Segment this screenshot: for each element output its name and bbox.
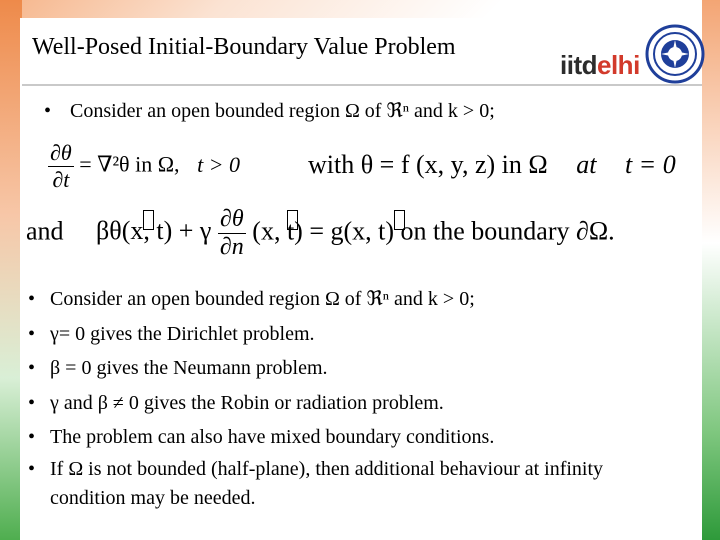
initial-condition-at: at [576, 150, 597, 179]
missing-glyph-box [287, 210, 298, 230]
fraction-numerator: ∂θ [50, 140, 72, 165]
logo-text-iitd: iitd [560, 50, 597, 80]
equation-heat [48, 140, 240, 193]
intro-bullet-text: Consider an open bounded region Ω of ℜⁿ and k > 0; [70, 100, 495, 122]
list-item: • The problem can also have mixed boundary conditions. [24, 420, 674, 455]
slide-title: Well-Posed Initial-Boundary Value Problem [32, 34, 456, 60]
list-item: • If Ω is not bounded (half-plane), then additional behaviour at infinity condition may be needed. [24, 455, 674, 513]
title-divider [22, 84, 702, 86]
equation-boundary [26, 206, 615, 261]
list-item: • γ and β ≠ 0 gives the Robin or radiation problem. [24, 386, 674, 421]
boundary-lhs: βθ(x, t) + γ [96, 216, 212, 246]
boundary-rhs: (x, t) = g(x, t) [252, 216, 395, 246]
equation-heat-rhs: = ∇²θ in Ω, [79, 151, 180, 177]
initial-condition-time: t = 0 [624, 150, 676, 179]
bullet-dot: • [44, 100, 52, 122]
boundary-fraction-denominator: ∂n [219, 234, 244, 260]
fraction-denominator: ∂t [52, 167, 70, 192]
intro-bullet [44, 98, 495, 123]
institute-seal-icon [645, 24, 705, 84]
list-item: • Consider an open bounded region Ω of ℜⁿ and k > 0; [24, 282, 674, 317]
boundary-suffix: on the boundary ∂Ω. [400, 216, 615, 246]
list-item: • β = 0 gives the Neumann problem. [24, 351, 674, 386]
boundary-and: and [26, 216, 64, 246]
missing-glyph-box [394, 210, 405, 230]
boundary-fraction-numerator: ∂θ [218, 206, 246, 234]
equation-initial-condition [308, 150, 676, 180]
boundary-fraction [218, 206, 246, 261]
institute-logo-text [560, 50, 640, 81]
left-edge-decoration [0, 0, 22, 540]
missing-glyph-box [143, 210, 154, 230]
logo-text-delhi: elhi [597, 50, 640, 80]
condition-bullet-list [24, 282, 674, 513]
initial-condition-text: with θ = f (x, y, z) in Ω [308, 150, 548, 179]
equation-heat-fraction [48, 140, 74, 193]
equation-heat-time-condition: t > 0 [197, 151, 241, 177]
list-item: • γ= 0 gives the Dirichlet problem. [24, 317, 674, 352]
